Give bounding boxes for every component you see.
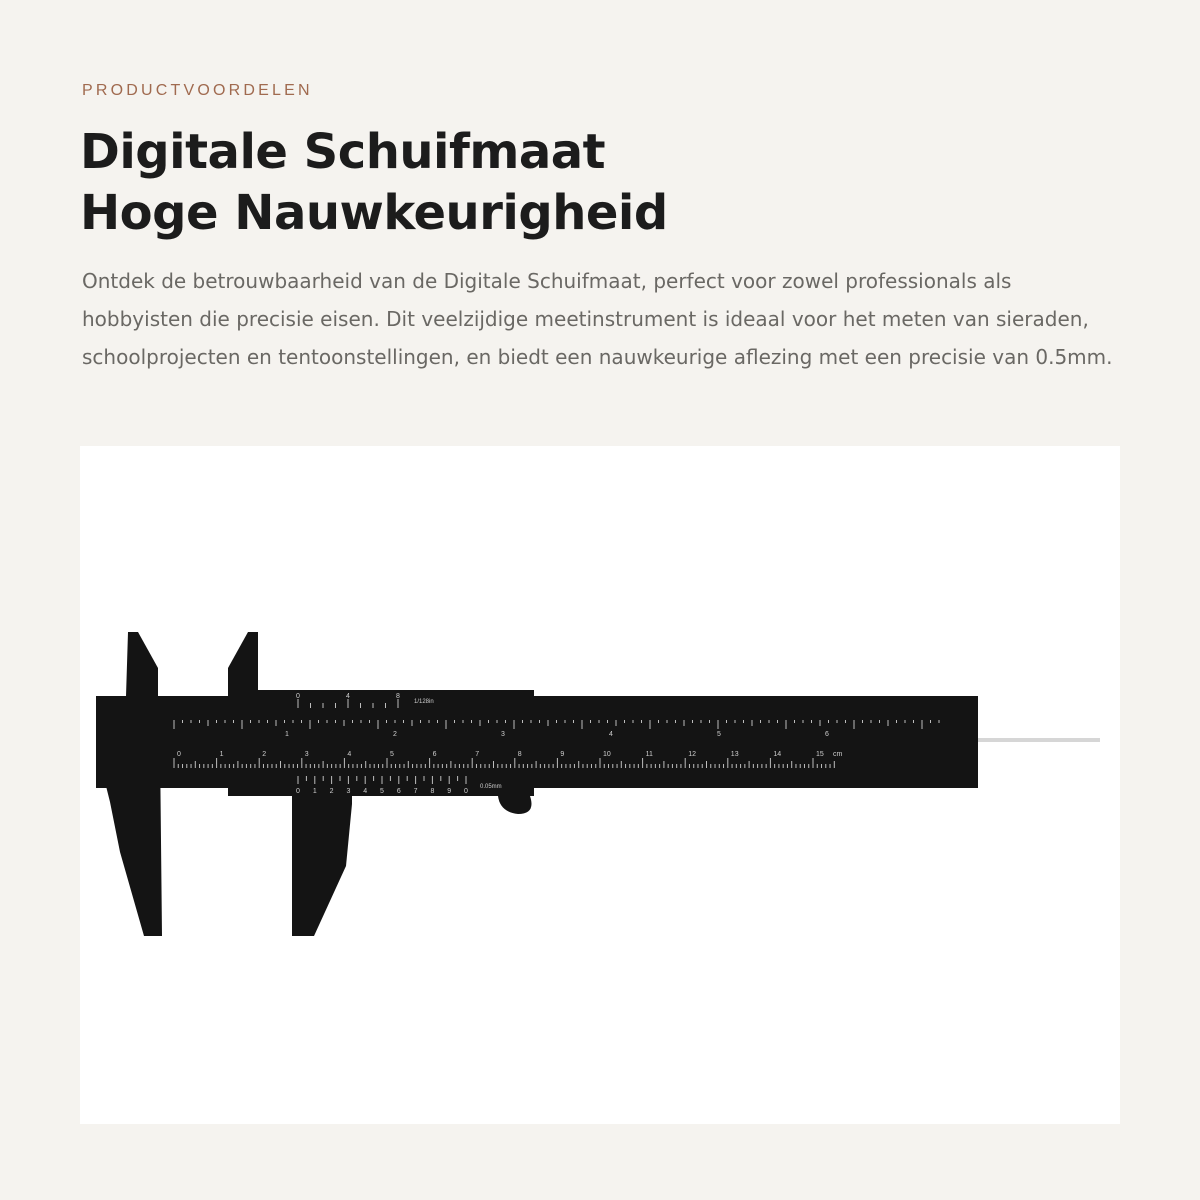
vernier-label: 0.05mm — [480, 784, 502, 790]
main-scale-number: 5 — [390, 751, 394, 758]
vernier-number: 7 — [413, 788, 418, 795]
inch-vernier-label: 1/128in — [414, 699, 434, 705]
vernier-number: 2 — [329, 788, 334, 795]
main-scale-number: 3 — [304, 751, 309, 758]
main-scale-number: 9 — [560, 751, 565, 758]
main-scale-number: 2 — [262, 751, 267, 758]
main-scale-number: 10 — [603, 751, 611, 758]
vernier-number: 6 — [396, 788, 401, 795]
main-scale-number: 11 — [645, 751, 653, 758]
inch-vernier-number: 8 — [396, 693, 400, 700]
title-line-1: Digitale Schuifmaat — [80, 124, 606, 180]
inch-vernier-number: 4 — [346, 693, 350, 700]
inch-main-number: 6 — [825, 731, 829, 738]
inch-main-number: 2 — [393, 731, 397, 738]
inch-main-number: 3 — [501, 731, 505, 738]
vernier-number: 5 — [380, 788, 384, 795]
vernier-number: 8 — [430, 788, 435, 795]
title-line-2: Hoge Nauwkeurigheid — [80, 185, 668, 241]
main-scale-unit: cm — [833, 751, 843, 758]
main-scale-number: 8 — [517, 751, 522, 758]
inch-vernier-number: 0 — [296, 693, 300, 700]
thumb-grip — [498, 796, 532, 814]
vernier-number: 1 — [312, 788, 317, 795]
section-title — [80, 122, 668, 244]
main-scale-number: 0 — [177, 751, 181, 758]
slider-body — [228, 690, 534, 796]
main-scale-number: 14 — [773, 751, 782, 758]
section-description: Ontdek de betrouwbaarheid van de Digitale Schuifmaat, perfect voor zowel professionals als hobbyisten die precisie eisen. Dit veelzijdige meetinstrument is ideaal voor het meten van sieraden, schoolprojecten en tentoonstellingen, en biedt een nauwkeurige aflezing met een precisie van 0.5mm. — [82, 269, 1113, 369]
main-scale-number: 4 — [347, 751, 352, 758]
vernier-number: 9 — [447, 788, 452, 795]
inch-main-number: 4 — [609, 731, 613, 738]
main-scale-number: 1 — [219, 751, 224, 758]
inch-main-number: 5 — [717, 731, 721, 738]
main-scale-number: 6 — [432, 751, 437, 758]
vernier-number: 0 — [464, 788, 468, 795]
product-image — [80, 446, 1120, 1124]
section-eyebrow: PRODUCTVOORDELEN — [82, 82, 313, 99]
vernier-number: 4 — [363, 788, 368, 795]
main-scale-number: 12 — [688, 751, 696, 758]
depth-rod — [978, 738, 1100, 742]
inch-main-number: 1 — [285, 731, 289, 738]
main-scale-number: 7 — [475, 751, 480, 758]
fixed-upper-jaw — [126, 632, 158, 696]
sliding-upper-jaw — [228, 632, 258, 696]
sliding-lower-jaw — [292, 786, 352, 936]
vernier-number: 0 — [296, 788, 300, 795]
caliper-illustration — [80, 446, 1120, 1124]
vernier-number: 3 — [346, 788, 351, 795]
main-scale-number: 13 — [730, 751, 739, 758]
main-scale-number: 15 — [816, 751, 824, 758]
